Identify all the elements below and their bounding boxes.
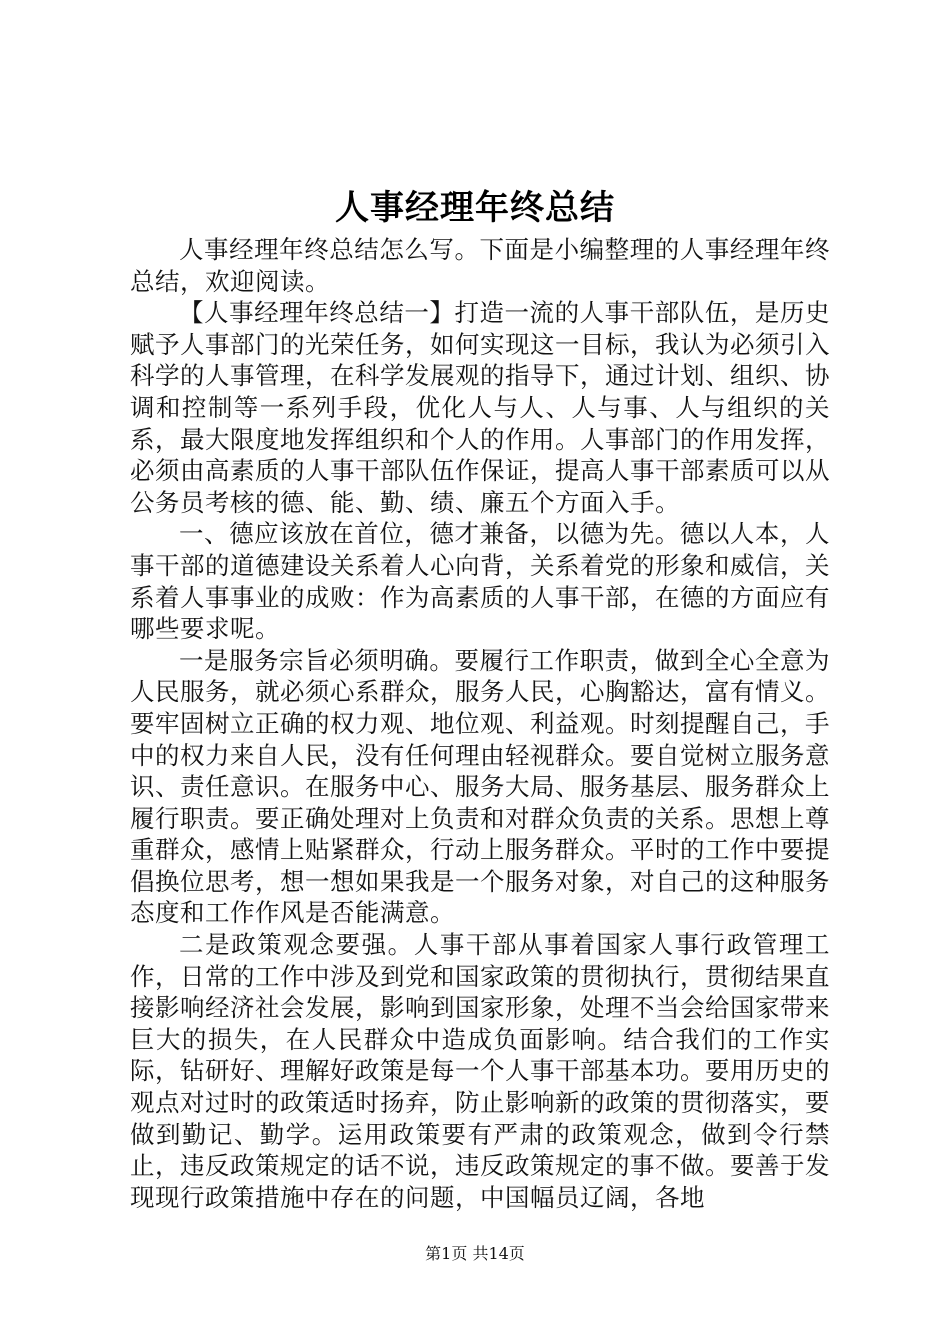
- page-footer: 第1页 共14页: [425, 1244, 525, 1263]
- document-title: 人事经理年终总结: [335, 188, 615, 228]
- document-body: [130, 234, 830, 1213]
- paragraph-intro: 人事经理年终总结怎么写。下面是小编整理的人事经理年终总结，欢迎阅读。: [130, 235, 830, 296]
- paragraph-section-one: 一、德应该放在首位，德才兼备，以德为先。德以人本，人事干部的道德建设关系着人心向背，关系着党的形象和威信，关系着人事事业的成败：作为高素质的人事干部，在德的方面应有哪些要求呢。: [130, 519, 830, 644]
- paragraph-summary-one: 【人事经理年终总结一】打造一流的人事干部队伍，是历史赋予人事部门的光荣任务，如何实现这一目标，我认为必须引入科学的人事管理，在科学发展观的指导下，通过计划、组织、协调和控制等一系列手段，优化人与人、人与事、人与组织的关系，最大限度地发挥组织和个人的作用。人事部门的作用发挥，必须由高素质的人事干部队伍作保证，提高人事干部素质可以从公务员考核的德、能、勤、绩、廉五个方面入手。: [130, 298, 830, 517]
- paragraph-point-one: 一是服务宗旨必须明确。要履行工作职责，做到全心全意为人民服务，就必须心系群众，服务人民，心胸豁达，富有情义。要牢固树立正确的权力观、地位观、利益观。时刻提醒自己，手中的权力来自人民，没有任何理由轻视群众。要自觉树立服务意识、责任意识。在服务中心、服务大局、服务基层、服务群众上履行职责。要正确处理对上负责和对群众负责的关系。思想上尊重群众，感情上贴紧群众，行动上服务群众。平时的工作中要提倡换位思考，想一想如果我是一个服务对象，对自己的这种服务态度和工作作风是否能满意。: [130, 645, 830, 928]
- paragraph-point-two: 二是政策观念要强。人事干部从事着国家人事行政管理工作，日常的工作中涉及到党和国家政策的贯彻执行，贯彻结果直接影响经济社会发展，影响到国家形象，处理不当会给国家带来巨大的损失，在人民群众中造成负面影响。结合我们的工作实际，钻研好、理解好政策是每一个人事干部基本功。要用历史的观点对过时的政策适时扬弃，防止影响新的政策的贯彻落实，要做到勤记、勤学。运用政策要有严肃的政策观念，做到令行禁止，违反政策规定的话不说，违反政策规定的事不做。要善于发现现行政策措施中存在的问题，中国幅员辽阔，各地: [130, 930, 830, 1212]
